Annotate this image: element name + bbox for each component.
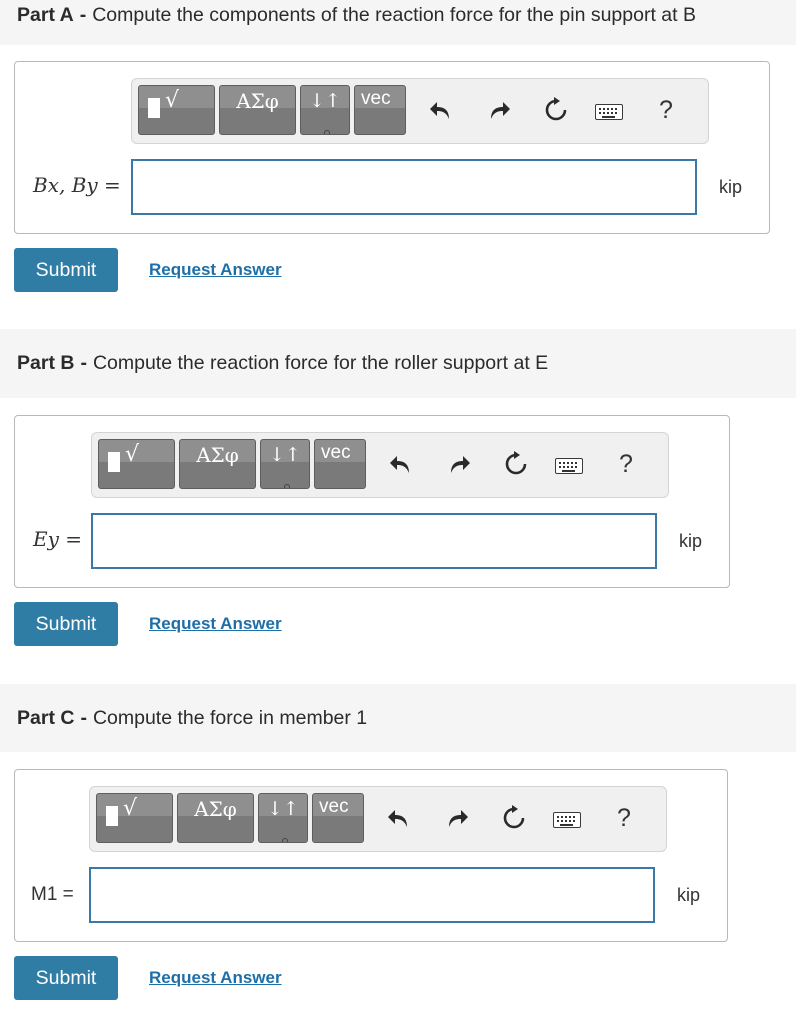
sqrt-icon: √ — [125, 442, 140, 467]
keyboard-icon[interactable] — [595, 104, 623, 120]
arrows-button[interactable] — [258, 793, 308, 843]
reset-icon[interactable] — [539, 93, 573, 127]
part-a-dash: - — [79, 4, 87, 26]
arrows-label: ↓↑ — [309, 90, 341, 112]
part-b-title: Compute the reaction force for the roller support at E — [92, 352, 549, 374]
part-c-title: Compute the force in member 1 — [92, 706, 368, 729]
arrows-button[interactable] — [300, 85, 350, 135]
part-c-answer-box — [14, 769, 728, 942]
math-toolbar — [91, 432, 669, 498]
part-a-label: Part A — [17, 4, 74, 26]
greek-label: ΑΣφ — [194, 797, 237, 821]
part-b-answer-input[interactable] — [91, 513, 657, 569]
part-b-label: Part B — [17, 352, 75, 374]
greek-label: ΑΣφ — [196, 443, 239, 467]
part-a-submit-button[interactable]: Submit — [14, 248, 118, 292]
arrows-label: ↓↑ — [269, 444, 301, 466]
math-toolbar — [89, 786, 667, 852]
vec-button[interactable] — [312, 793, 364, 843]
arrows-button[interactable] — [260, 439, 310, 489]
part-c-request-answer-link[interactable]: Request Answer — [149, 968, 282, 987]
redo-icon[interactable] — [482, 93, 516, 127]
keyboard-icon[interactable] — [555, 458, 583, 474]
help-icon[interactable]: ? — [659, 95, 673, 124]
help-icon[interactable]: ? — [619, 449, 633, 478]
part-b-variable-label: E𝑦 = — [33, 527, 83, 551]
vec-label: vec — [361, 88, 391, 109]
redo-icon[interactable] — [440, 801, 474, 835]
arrows-dot-icon — [282, 838, 288, 842]
reset-icon[interactable] — [497, 801, 531, 835]
part-b-request-answer-link[interactable]: Request Answer — [149, 614, 282, 633]
part-c-submit-button[interactable]: Submit — [14, 956, 118, 1000]
greek-button[interactable] — [179, 439, 256, 489]
vec-button[interactable] — [354, 85, 406, 135]
vec-label: vec — [321, 442, 351, 463]
greek-label: ΑΣφ — [236, 89, 279, 113]
arrows-label: ↓↑ — [267, 798, 299, 820]
redo-icon[interactable] — [442, 447, 476, 481]
part-c-label: Part C — [17, 706, 75, 729]
templates-button[interactable] — [96, 793, 173, 843]
part-a-answer-box — [14, 61, 770, 234]
part-c-dash: - — [80, 706, 87, 729]
part-a-variable-label: B𝑥, B𝑦 = — [33, 173, 121, 197]
part-c-unit: kip — [677, 885, 701, 905]
greek-button[interactable] — [219, 85, 296, 135]
arrows-dot-icon — [284, 484, 290, 488]
template-box-icon — [106, 806, 118, 826]
undo-icon[interactable] — [424, 93, 458, 127]
sqrt-icon: √ — [123, 796, 138, 821]
part-a-unit: kip — [719, 177, 743, 197]
part-c-header — [0, 684, 796, 752]
part-c-variable-label: M1 = — [31, 884, 74, 905]
templates-button[interactable] — [98, 439, 175, 489]
part-c-answer-input[interactable] — [89, 867, 655, 923]
part-a-title: Compute the components of the reaction force for the pin support at B — [92, 4, 696, 26]
undo-icon[interactable] — [384, 447, 418, 481]
part-a-request-answer-link[interactable]: Request Answer — [149, 260, 282, 279]
arrows-dot-icon — [324, 130, 330, 134]
part-b-header — [0, 329, 796, 398]
keyboard-icon[interactable] — [553, 812, 581, 828]
part-a-answer-input[interactable] — [131, 159, 697, 215]
greek-button[interactable] — [177, 793, 254, 843]
part-b-dash: - — [80, 352, 87, 374]
part-b-answer-box — [14, 415, 730, 588]
math-toolbar — [131, 78, 709, 144]
vec-label: vec — [319, 796, 349, 817]
vec-button[interactable] — [314, 439, 366, 489]
templates-button[interactable] — [138, 85, 215, 135]
undo-icon[interactable] — [382, 801, 416, 835]
part-b-unit: kip — [679, 531, 703, 551]
help-icon[interactable]: ? — [617, 803, 631, 832]
template-box-icon — [148, 98, 160, 118]
reset-icon[interactable] — [499, 447, 533, 481]
part-b-submit-button[interactable]: Submit — [14, 602, 118, 646]
sqrt-icon: √ — [165, 88, 180, 113]
template-box-icon — [108, 452, 120, 472]
part-a-header — [0, 0, 796, 45]
